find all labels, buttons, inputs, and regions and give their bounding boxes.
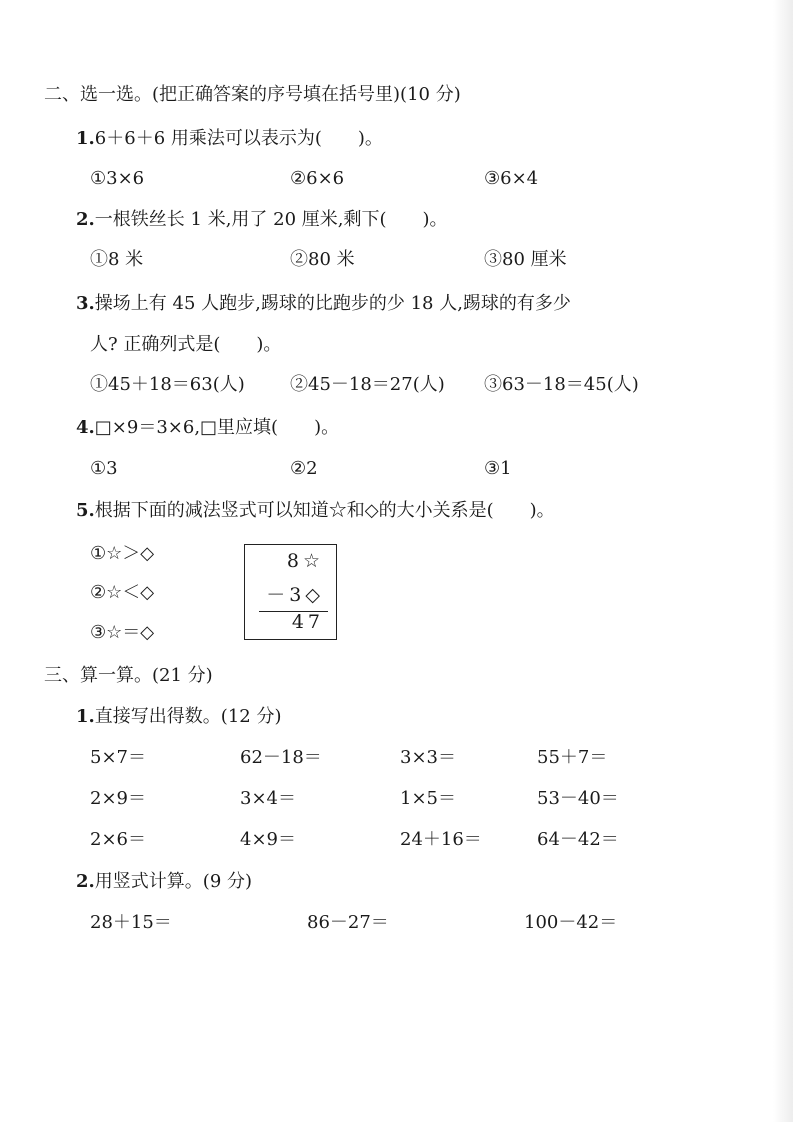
option-3[interactable]: ③6×4 <box>484 168 539 189</box>
option-2[interactable]: ②6×6 <box>290 168 345 189</box>
question-text: 根据下面的减法竖式可以知道☆和◇的大小关系是( )。 <box>94 500 555 521</box>
option-3[interactable]: ③80 厘米 <box>484 249 567 270</box>
question-text: □×9＝3×6,□里应填( )。 <box>94 417 340 438</box>
question-text: 6＋6＋6 用乘法可以表示为( )。 <box>94 128 383 149</box>
section-2-title: 二、选一选。(把正确答案的序号填在括号里)(10 分) <box>44 84 461 105</box>
calc-item[interactable]: 4×9＝ <box>240 829 296 850</box>
question-number: 1. <box>76 706 95 727</box>
calc-item[interactable]: 64－42＝ <box>537 829 619 850</box>
vertical-calc-item[interactable]: 100－42＝ <box>524 912 618 933</box>
calc-item[interactable]: 2×9＝ <box>90 788 146 809</box>
section-3-title: 三、算一算。(21 分) <box>44 665 213 686</box>
vertical-subtraction-box <box>244 544 337 640</box>
vertical-calc-item[interactable]: 86－27＝ <box>307 912 389 933</box>
calc-item[interactable]: 5×7＝ <box>90 747 146 768</box>
question-number: 3. <box>76 293 95 314</box>
part-2-title <box>76 870 252 894</box>
part-1-title <box>76 705 281 729</box>
calc-item[interactable]: 1×5＝ <box>400 788 456 809</box>
option-1[interactable]: ①3×6 <box>90 168 145 189</box>
question-3 <box>76 292 571 316</box>
question-2 <box>76 208 448 232</box>
option-1[interactable]: ①☆＞◇ <box>90 543 155 564</box>
calc-item[interactable]: 62－18＝ <box>240 747 322 768</box>
question-number: 4. <box>76 417 95 438</box>
calc-item[interactable]: 2×6＝ <box>90 829 146 850</box>
question-3-continued: 人? 正确列式是( )。 <box>90 334 282 355</box>
vertical-result: 47 <box>291 611 324 633</box>
option-2[interactable]: ②2 <box>290 458 318 479</box>
calc-item[interactable]: 3×3＝ <box>400 747 456 768</box>
question-number: 2. <box>76 209 95 230</box>
vertical-subtrahend: －3◇ <box>266 584 324 606</box>
calc-item[interactable]: 24＋16＝ <box>400 829 482 850</box>
question-text: 一根铁丝长 1 米,用了 20 厘米,剩下( )。 <box>94 209 448 230</box>
question-4 <box>76 416 339 440</box>
calc-item[interactable]: 53－40＝ <box>537 788 619 809</box>
option-2[interactable]: ②☆＜◇ <box>90 582 155 603</box>
page-edge-shadow <box>773 0 793 1122</box>
option-1[interactable]: ①8 米 <box>90 249 144 270</box>
question-number: 5. <box>76 500 95 521</box>
option-2[interactable]: ②45－18＝27(人) <box>290 374 445 395</box>
question-1 <box>76 127 383 151</box>
option-1[interactable]: ①45＋18＝63(人) <box>90 374 245 395</box>
question-5 <box>76 499 555 523</box>
question-number: 1. <box>76 128 95 149</box>
question-number: 2. <box>76 871 95 892</box>
option-2[interactable]: ②80 米 <box>290 249 355 270</box>
question-text: 操场上有 45 人跑步,踢球的比跑步的少 18 人,踢球的有多少 <box>94 293 571 314</box>
question-text: 直接写出得数。(12 分) <box>94 706 282 727</box>
option-1[interactable]: ①3 <box>90 458 118 479</box>
calc-item[interactable]: 55＋7＝ <box>537 747 608 768</box>
option-3[interactable]: ③1 <box>484 458 512 479</box>
question-text: 用竖式计算。(9 分) <box>94 871 253 892</box>
vertical-calc-item[interactable]: 28＋15＝ <box>90 912 172 933</box>
calc-item[interactable]: 3×4＝ <box>240 788 296 809</box>
option-3[interactable]: ③63－18＝45(人) <box>484 374 639 395</box>
option-3[interactable]: ③☆＝◇ <box>90 622 155 643</box>
vertical-minuend: 8☆ <box>286 550 324 572</box>
